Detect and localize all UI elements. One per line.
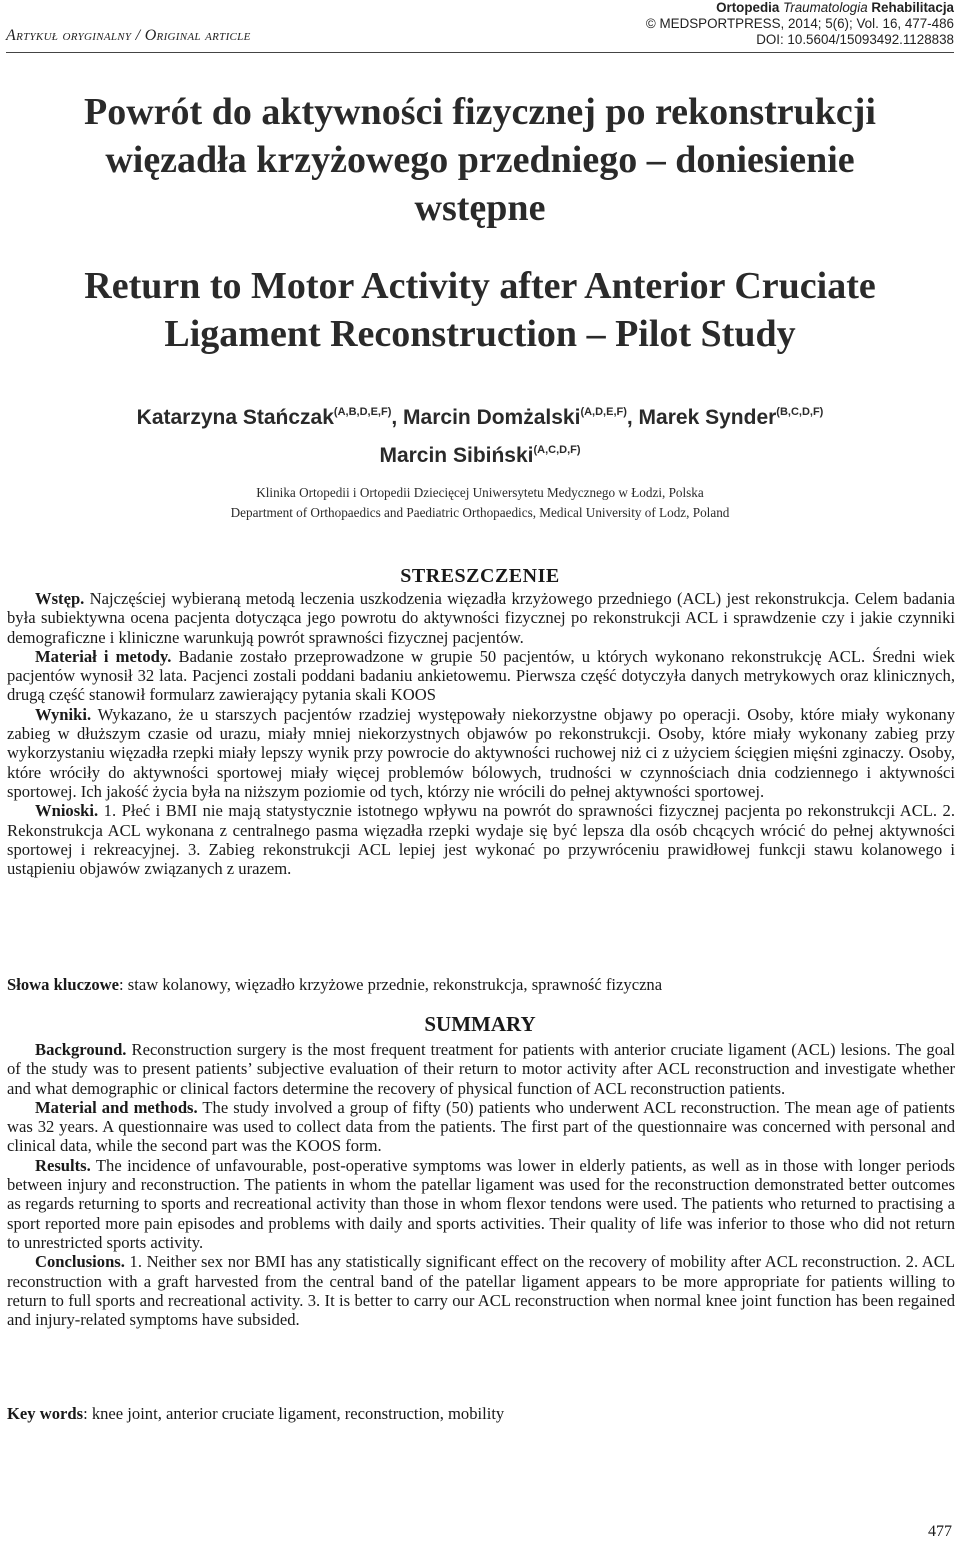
paragraph-text: 1. Neither sex nor BMI has any statistically significant effect on the recovery of mobility after ACL reconstruction. 2. ACL reconstruction with a graft harvested from the central band of the patellar ligament appears to be more appropriate for patients willing to return to full sports and recreational activity. 3. It is better to carry our ACL reconstruction when normal knee joint function has been regained and injury-related symptoms have subsided.	[7, 1252, 955, 1330]
author-contribution: (B,C,D,F)	[776, 406, 824, 418]
paragraph-text: The incidence of unfavourable, post-operative symptoms was lower in elderly patients, as well as in those with longer periods between injury and reconstruction. The patients in whom the patellar ligament was used for the reconstruction demonstrated better outcomes as regards returning to sports and recreational activity than those in whom flexor tendons were used. The patients who returned to practising a sport reported more pain episodes and problems with daily and sports activities. Their quality of life was inferior to those who did not return to unrestricted sports activity.	[7, 1155, 955, 1252]
affiliation-en: Department of Orthopaedics and Paediatric Orthopaedics, Medical University of Lodz, Poland	[230, 505, 730, 520]
abstract-paragraph	[7, 589, 955, 647]
title-pl-line: wstępne	[414, 187, 546, 229]
keywords-pl	[7, 975, 955, 995]
keywords-en	[7, 1404, 955, 1424]
paragraph-text: Reconstruction surgery is the most frequent treatment for patients with anterior cruciate ligament (ACL) lesions. The goal of the study was to present patients’ subjective evaluation of their return to motor activity after ACL reconstruction and investigate whether and what demographic or clinical factors determine the recovery of physical function of ACL reconstruction patients.	[7, 1040, 955, 1098]
page-number: 477	[928, 1523, 952, 1540]
journal-name-ortopedia: Ortopedia	[716, 0, 780, 15]
publisher-info: © MEDSPORTPRESS, 2014; 5(6); Vol. 16, 477-486	[645, 16, 954, 31]
paragraph-text: Badanie zostało przeprowadzone w grupie 50 pacjentów, u których wykonano rekonstrukcję ACL. Średni wiek pacjentów wynosił 32 lata. Pacjenci zostali poddani badaniu ankietowemu. Pierwsza część dotyczyła danych metrykowych oraz klinicznych, drugą część stanowił formularz zawierający pytania skali KOOS	[7, 646, 955, 705]
abstract-en	[7, 1040, 955, 1329]
author-contribution: (A,C,D,F)	[533, 444, 581, 456]
keywords-text: : knee joint, anterior cruciate ligament, reconstruction, mobility	[83, 1404, 505, 1423]
author-name: Katarzyna Stańczak	[136, 406, 334, 429]
title-pl-line: Powrót do aktywności fizycznej po rekonstrukcji	[84, 91, 876, 133]
paragraph-label: Material and methods.	[35, 1097, 198, 1117]
author-name: , Marek Synder	[626, 406, 777, 429]
author-list	[0, 396, 960, 472]
paragraph-label: Background.	[35, 1040, 127, 1059]
keywords-label: Key words	[7, 1404, 84, 1423]
affiliation-pl: Klinika Ortopedii i Ortopedii Dziecięcej Uniwersytetu Medycznego w Łodzi, Polska	[256, 485, 704, 500]
keywords-text: : staw kolanowy, więzadło krzyżowe przednie, rekonstrukcja, sprawność fizyczna	[119, 975, 663, 994]
keywords-label: Słowa kluczowe	[7, 975, 120, 994]
abstract-paragraph	[7, 1040, 955, 1098]
title-en-line: Ligament Reconstruction – Pilot Study	[164, 313, 796, 355]
abstract-paragraph	[7, 801, 955, 878]
author-contribution: (A,B,D,E,F)	[333, 406, 392, 418]
title-pl-line: więzadła krzyżowego przedniego – doniesienie	[105, 139, 855, 181]
paragraph-text: 1. Płeć i BMI nie mają statystycznie istotnego wpływu na powrót do sprawności fizycznej pacjenta po rekonstrukcji ACL. 2. Rekonstrukcja ACL wykonana z centralnego pasma więzadła rzepki wydaje się być lepsza dla osób chcących wrócić do pełnej aktywności sportowej i rekreacyjnej. 3. Zabieg rekonstrukcji ACL lepiej jest wykonać po przywróceniu prawidłowej funkcji stawu kolanowego i ustąpieniu objawów związanych z urazem.	[7, 801, 955, 879]
paragraph-text: The study involved a group of fifty (50) patients who underwent ACL reconstruction. The mean age of patients was 32 years. A questionnaire was used to collect data from the patients. The first part of the questionnaire was concerned with personal and clinical data, while the second part was the KOOS form.	[7, 1097, 955, 1156]
abstract-pl	[7, 589, 955, 878]
journal-name-traumatologia: Traumatologia	[783, 0, 868, 15]
author-name: , Marcin Domżalski	[391, 406, 581, 429]
affiliation	[0, 483, 960, 523]
paragraph-label: Results.	[35, 1155, 91, 1175]
title-polish	[0, 88, 960, 232]
abstract-paragraph	[7, 1252, 955, 1329]
author-name: Marcin Sibiński	[379, 444, 534, 467]
author-contribution: (A,D,E,F)	[580, 406, 627, 418]
abstract-paragraph	[7, 1156, 955, 1252]
article-type-label: Artykuł oryginalny / Original article	[6, 27, 251, 44]
paragraph-label: Wnioski.	[35, 801, 99, 821]
abstract-paragraph	[7, 647, 955, 705]
doi: DOI: 10.5604/15093492.1128838	[756, 32, 954, 47]
abstract-en-heading: SUMMARY	[424, 1012, 536, 1036]
abstract-paragraph	[7, 705, 955, 801]
paragraph-label: Wyniki.	[35, 704, 92, 724]
paragraph-label: Conclusions.	[35, 1252, 125, 1272]
journal-name-rehabilitacja: Rehabilitacja	[871, 0, 954, 15]
abstract-pl-heading: STRESZCZENIE	[400, 565, 560, 587]
header-divider	[6, 52, 954, 53]
paragraph-text: Najczęściej wybieraną metodą leczenia uszkodzenia więzadła krzyżowego przedniego (ACL) jest rekonstrukcja. Celem badania była subiektywna ocena pacjenta dotycząca jego powrotu do aktywności fizycznej po rekonstrukcji ACL i sprawdzenie czy i jakie czynniki demograficzne i kliniczne warunkują powrót sprawności fizycznej pacjentów.	[7, 589, 955, 647]
paragraph-label: Materiał i metody.	[35, 646, 172, 666]
paragraph-label: Wstęp.	[35, 589, 85, 608]
journal-header	[646, 0, 954, 48]
abstract-paragraph	[7, 1098, 955, 1156]
title-en-line: Return to Motor Activity after Anterior Cruciate	[84, 265, 876, 307]
paragraph-text: Wykazano, że u starszych pacjentów rzadziej występowały niekorzystne objawy po operacji. Osoby, które miały wykonany zabieg w dłuższym czasie od urazu, miały mniej niekorzystnych objawów po rekonstrukcji. Osoby, które miały wykonany zabieg przy wykorzystaniu więzadła rzepki miały lepszy wynik przy powrocie do aktywności ruchowej niż ci z użyciem ścięgien mięśni zginaczy. Osoby, które wróciły do aktywności sportowej miały więcej problemów bólowych, trudności w czynnościach dnia codziennego i aktywności sportowej. Ich jakość życia była na niższym poziomie od tych, którzy nie wrócili do pełnej aktywności sportowej.	[7, 704, 955, 801]
title-english	[0, 262, 960, 358]
